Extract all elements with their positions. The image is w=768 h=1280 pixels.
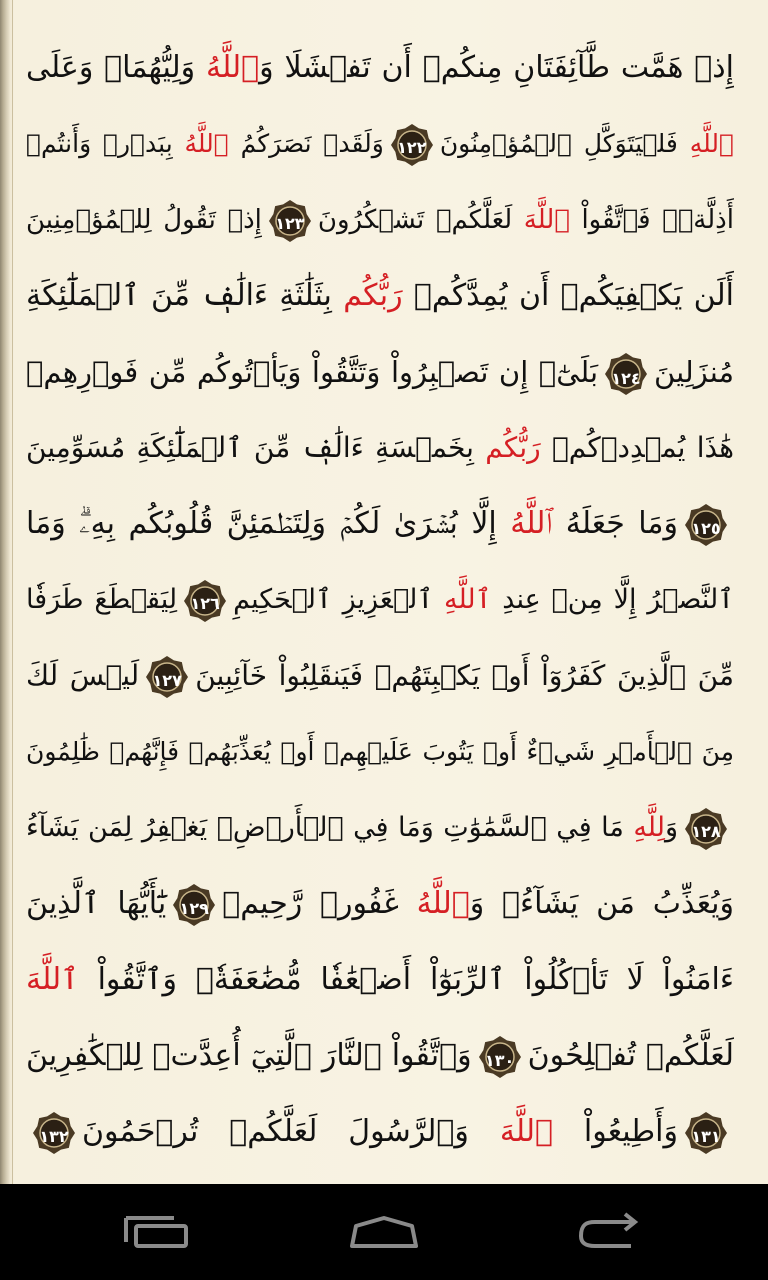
divine-name-text: ٱللَّهِ xyxy=(444,584,492,615)
verse-line xyxy=(26,562,734,638)
verse-text: مِنَ ٱلۡأَمۡرِ شَيۡءٌ أَوۡ يَتُوبَ عَلَيۡهِمۡ أَوۡ يُعَذِّبَهُمۡ فَإِنَّهُمۡ ظَٰلِمُونَ xyxy=(26,737,734,766)
ayah-number-marker[interactable] xyxy=(684,1111,728,1155)
ayah-number-marker[interactable] xyxy=(684,807,728,851)
verse-text: يَٰٓأَيُّهَا ٱلَّذِينَ xyxy=(26,886,167,921)
recent-apps-button[interactable] xyxy=(96,1200,216,1264)
verse-line xyxy=(26,410,734,486)
ayah-number-marker[interactable] xyxy=(32,1111,76,1155)
ayah-number-marker[interactable] xyxy=(172,883,216,927)
verse-text: غَفُورٞ رَّحِيمٞ xyxy=(222,886,417,921)
verse-text: وَمَا جَعَلَهُ xyxy=(552,506,678,541)
verse-text: بِثَلَٰثَةِ ءَالَٰفٖ مِّنَ ٱلۡمَلَٰٓئِكَةِ xyxy=(26,278,344,313)
verse-text: بِخَمۡسَةِ ءَالَٰفٖ مِّنَ ٱلۡمَلَٰٓئِكَةِ مُسَوِّمِينَ xyxy=(26,431,486,464)
verse-text: إِذۡ تَقُولُ لِلۡمُؤۡمِنِينَ xyxy=(26,205,262,235)
verse-text: مِّنَ ٱلَّذِينَ كَفَرُوٓاْ أَوۡ يَكۡبِتَهُمۡ فَيَنقَلِبُواْ خَآئِبِينَ xyxy=(195,659,734,692)
verse-text: فَلۡيَتَوَكَّلِ ٱلۡمُؤۡمِنُونَ xyxy=(439,129,690,158)
verse-line xyxy=(26,486,734,562)
divine-name-text: ٱللَّهُ xyxy=(184,129,229,158)
verse-text: أَذِلَّةٞۖ فَٱتَّقُواْ xyxy=(569,205,734,235)
verse-text: وَلِيُّهُمَاۗ وَعَلَى xyxy=(26,50,206,85)
verse-line xyxy=(26,866,734,942)
ayah-number-marker[interactable] xyxy=(390,123,434,167)
ayah-number-marker[interactable] xyxy=(145,655,189,699)
verse-text: ءَامَنُواْ لَا تَأۡكُلُواْ ٱلرِّبَوٰٓاْ أَضۡعَٰفٗا مُّضَٰعَفَةٗۖ وَٱتَّقُواْ xyxy=(78,962,734,997)
verse-text: إِذۡ هَمَّت طَّآئِفَتَانِ مِنكُمۡ أَن تَفۡشَلَا وَ xyxy=(259,50,734,85)
page-edge-line xyxy=(12,0,13,1184)
verse-line xyxy=(26,106,734,182)
ayah-number: ١٢٧ xyxy=(152,671,182,690)
verse-line xyxy=(26,30,734,106)
verse-text: لِيَقۡطَعَ طَرَفٗا xyxy=(26,584,178,615)
ayah-number-marker[interactable] xyxy=(684,503,728,547)
divine-name-text: رَبُّكُم xyxy=(343,278,403,313)
verse-line xyxy=(26,790,734,866)
android-navigation-bar xyxy=(0,1184,768,1280)
ayah-number: ١٢٩ xyxy=(179,898,209,918)
page-binding-edge xyxy=(0,0,10,1184)
ayah-number-marker[interactable] xyxy=(604,352,648,396)
ayah-number: ١٢٦ xyxy=(190,593,220,613)
verse-text: بَلَىٰٓۚ إِن تَصۡبِرُواْ وَتَتَّقُواْ وَيَأۡتُوكُم مِّن فَوۡرِهِمۡ xyxy=(26,355,599,389)
back-icon xyxy=(573,1212,643,1252)
back-button[interactable] xyxy=(548,1200,668,1264)
home-button[interactable] xyxy=(324,1200,444,1264)
verse-line xyxy=(26,942,734,1018)
verse-text: ٱلنَّصۡرُ إِلَّا مِنۡ عِندِ xyxy=(491,584,734,615)
ayah-number: ١٣١ xyxy=(691,1126,721,1146)
divine-name-text: ٱللَّهُ xyxy=(206,50,260,85)
recent-apps-icon xyxy=(120,1212,192,1252)
divine-name-text: لِلَّهِ xyxy=(633,812,665,843)
verse-line xyxy=(26,714,734,790)
divine-name-text: ٱللَّهُ xyxy=(510,506,553,541)
verse-text: وَيُعَذِّبُ مَن يَشَآءُۚ وَ xyxy=(469,886,734,921)
ayah-number-marker[interactable] xyxy=(478,1035,522,1079)
ayah-number: ١٢٥ xyxy=(691,518,721,538)
verse-text: ٱلۡعَزِيزِ ٱلۡحَكِيمِ xyxy=(233,584,445,615)
verse-text-block xyxy=(26,30,734,1170)
verse-line xyxy=(26,1094,734,1170)
verse-line xyxy=(26,638,734,714)
ayah-number: ١٢٣ xyxy=(275,213,305,233)
verse-text: لَعَلَّكُمۡ تَشۡكُرُونَ xyxy=(317,205,524,235)
divine-name-text: ٱللَّهِ xyxy=(689,129,734,158)
ayah-number-marker[interactable] xyxy=(183,579,227,623)
verse-text: وَأَطِيعُواْ xyxy=(553,1114,678,1149)
verse-line xyxy=(26,182,734,258)
verse-text: وَٱتَّقُواْ ٱلنَّارَ ٱلَّتِيٓ أُعِدَّتۡ لِلۡكَٰفِرِينَ xyxy=(26,1038,472,1073)
verse-text: وَ xyxy=(664,812,678,843)
divine-name-text: رَبُّكُم xyxy=(485,431,541,464)
verse-text: وَٱلرَّسُولَ لَعَلَّكُمۡ تُرۡحَمُونَ xyxy=(82,1114,500,1149)
verse-text: لَعَلَّكُمۡ تُفۡلِحُونَ xyxy=(527,1038,734,1073)
ayah-number-marker[interactable] xyxy=(268,199,312,243)
ayah-number: ١٢٢ xyxy=(397,138,427,157)
verse-line xyxy=(26,1018,734,1094)
verse-line xyxy=(26,258,734,334)
ayah-number: ١٢٤ xyxy=(611,369,641,388)
ayah-number: ١٣٢ xyxy=(39,1126,69,1146)
divine-name-text: ٱللَّهَ xyxy=(499,1114,553,1149)
divine-name-text: ٱللَّهَ xyxy=(26,962,79,997)
verse-text: إِلَّا بُشۡرَىٰ لَكُمۡ وَلِتَطۡمَئِنَّ قُلُوبُكُم بِهِۦۗ وَمَا xyxy=(26,506,511,541)
ayah-number: ١٣٠ xyxy=(484,1050,515,1070)
verse-text: مُنزَلِينَ xyxy=(654,355,734,389)
verse-text: أَلَن يَكۡفِيَكُمۡ أَن يُمِدَّكُمۡ xyxy=(402,278,734,313)
verse-text: مَا فِي ٱلسَّمَٰوَٰتِ وَمَا فِي ٱلۡأَرۡضِۚ يَغۡفِرُ لِمَن يَشَآءُ xyxy=(26,812,634,843)
divine-name-text: ٱللَّهُ xyxy=(416,886,470,921)
verse-text: هَٰذَا يُمۡدِدۡكُمۡ xyxy=(540,431,734,464)
ayah-number: ١٢٨ xyxy=(691,821,721,841)
home-icon xyxy=(346,1212,422,1252)
divine-name-text: ٱللَّهَ xyxy=(523,205,570,235)
verse-text: وَلَقَدۡ نَصَرَكُمُ xyxy=(228,129,384,158)
verse-line xyxy=(26,334,734,410)
verse-text: لَيۡسَ لَكَ xyxy=(26,659,140,692)
verse-text: بِبَدۡرٖ وَأَنتُمۡ xyxy=(26,129,185,158)
